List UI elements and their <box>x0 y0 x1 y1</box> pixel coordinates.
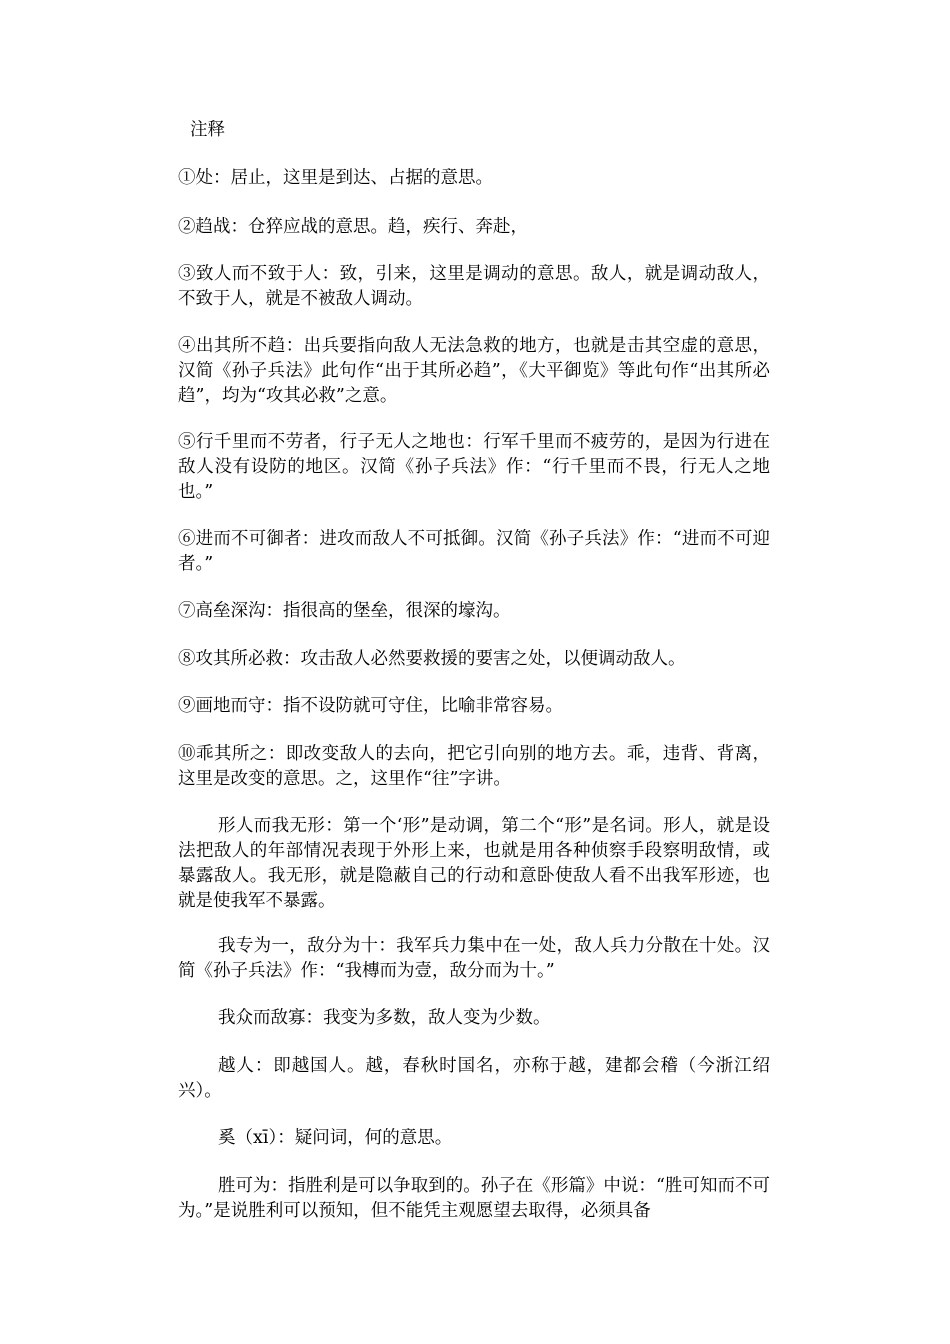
paragraph-1: 形人而我无形：第一个‘形”是动调，第二个“形”是名词。形人，就是设法把敌人的年部情况表现于外形上来，也就是用各种侦察手段察明敌情，或暴露敌人。我无形，就是隐蔽自己的行动和意卧使敌人看不出我军形迹，也就是使我军不暴露。 <box>178 816 770 911</box>
note-4: ④出其所不趋：出兵要指向敌人无法急救的地方，也就是击其空虚的意思，汉简《孙子兵法》此句作“出于其所必趋”，《大平御览》等此句作“出其所必趋”，均为“攻其必救”之意。 <box>178 336 770 406</box>
paragraph-4: 越人：即越国人。越，春秋时国名，亦称于越，建都会稽（今浙江绍兴）。 <box>178 1056 770 1101</box>
section-title: 注释 <box>190 120 225 140</box>
paragraph-6: 胜可为：指胜利是可以争取到的。孙子在《形篇》中说：“胜可知而不可为。”是说胜利可以预知，但不能凭主观愿望去取得，必须具备 <box>178 1176 770 1221</box>
note-7: ⑦高垒深沟：指很高的堡垒，很深的壕沟。 <box>178 601 511 621</box>
paragraph-2: 我专为一，敌分为十：我军兵力集中在一处，敌人兵力分散在十处。汉简《孙子兵法》作：“我槫而为壹，敌分而为十。” <box>178 936 770 981</box>
note-6: ⑥进而不可御者：进攻而敌人不可抵御。汉简《孙子兵法》作：“进而不可迎者。” <box>178 529 770 574</box>
note-1: ①处：居止，这里是到达、占据的意思。 <box>178 168 493 188</box>
note-3: ③致人而不致于人：致，引来，这里是调动的意思。敌人，就是调动敌人，不致于人，就是不被敌人调动。 <box>178 264 770 309</box>
paragraph-5: 奚（xī）：疑问词，何的意思。 <box>218 1128 453 1148</box>
note-10: ⑩乖其所之：即改变敌人的去向，把它引向别的地方去。乖，违背、背离，这里是改变的意思。之，这里作“往”字讲。 <box>178 744 770 789</box>
paragraph-3: 我众而敌寡：我变为多数，敌人变为少数。 <box>218 1008 551 1028</box>
note-5: ⑤行千里而不劳者，行子无人之地也：行军千里而不疲劳的，是因为行进在敌人没有设防的地区。汉简《孙子兵法》作：“行千里而不畏，行无人之地也。” <box>178 432 770 502</box>
note-9: ⑨画地而守：指不设防就可守住，比喻非常容易。 <box>178 696 563 716</box>
note-8: ⑧攻其所必救：攻击敌人必然要救援的要害之处，以便调动敌人。 <box>178 649 686 669</box>
note-2: ②趋战：仓猝应战的意思。趋，疾行、奔赴， <box>178 217 528 237</box>
